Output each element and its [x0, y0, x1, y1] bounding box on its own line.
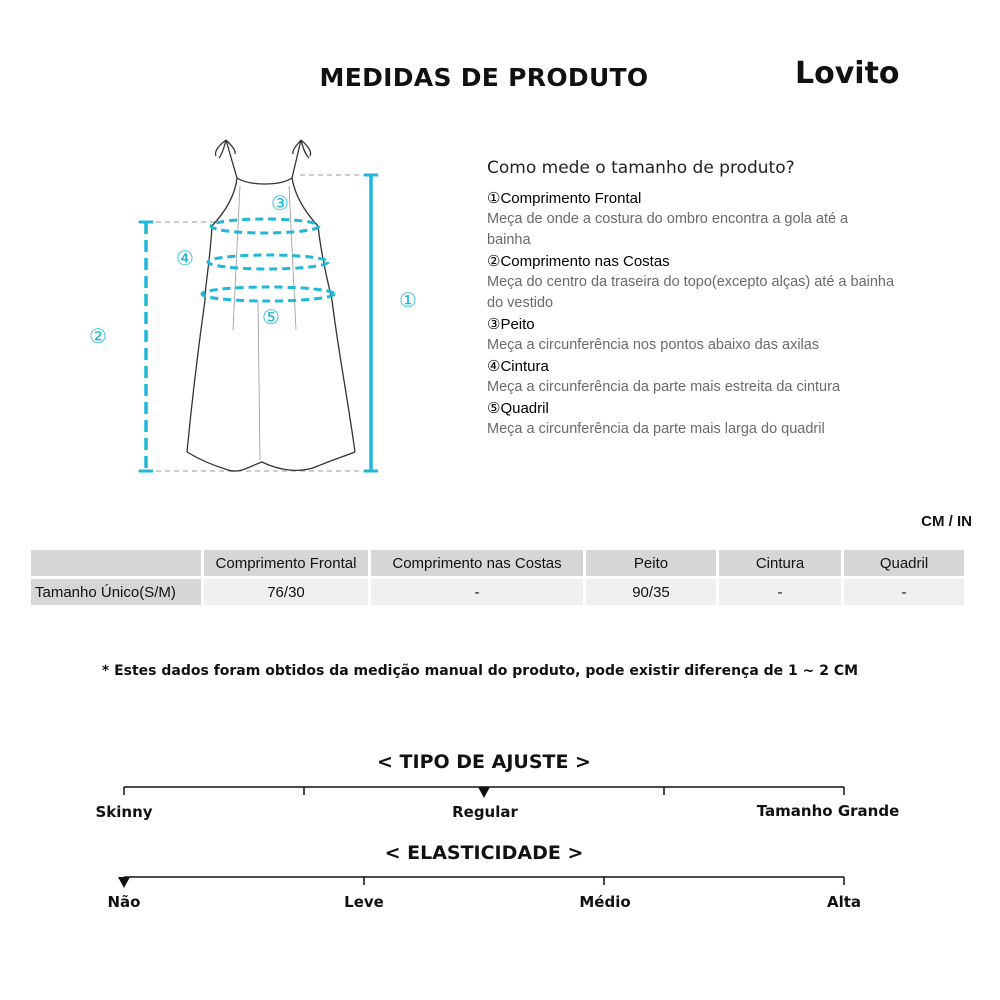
fit-label-oversize: Tamanho Grande: [756, 802, 900, 820]
measure-desc: Meça a circunferência da parte mais estreita da cintura: [487, 379, 841, 395]
waist-measure: [208, 255, 328, 269]
dress-diagram: [80, 130, 440, 490]
marker-back-length: ②: [89, 324, 107, 348]
table-header-empty: [31, 550, 201, 576]
page-title: MEDIDAS DE PRODUTO: [319, 63, 649, 92]
measure-item-waist: [487, 356, 927, 398]
marker-chest: ③: [271, 191, 289, 215]
elasticity-label-leve: Leve: [344, 893, 384, 911]
fit-pointer-icon: [478, 787, 490, 798]
size-table: [28, 547, 967, 608]
brand-logo: Lovito: [795, 56, 900, 91]
table-cell: 76/30: [204, 579, 368, 605]
measure-item-chest: [487, 314, 927, 356]
measure-desc: Meça de onde a costura do ombro encontra a gola até a: [487, 211, 849, 227]
table-cell: -: [371, 579, 583, 605]
measure-name: ⑤Quadril: [487, 400, 549, 417]
measure-item-front-length: [487, 188, 927, 251]
elasticity-pointer-icon: [118, 877, 130, 888]
measure-desc: Meça do centro da traseira do topo(excepto alças) até a bainha: [487, 274, 895, 290]
measure-desc: do vestido: [487, 295, 554, 311]
elasticity-scale: [0, 860, 1000, 896]
measure-name: ①Comprimento Frontal: [487, 190, 642, 207]
measure-name: ④Cintura: [487, 358, 549, 375]
table-header-cell: Comprimento nas Costas: [371, 550, 583, 576]
table-cell: 90/35: [586, 579, 716, 605]
measure-desc: Meça a circunferência da parte mais larga do quadril: [487, 421, 825, 437]
elasticity-label-alta: Alta: [826, 893, 862, 911]
fit-scale-title: < TIPO DE AJUSTE >: [377, 751, 591, 773]
table-header-cell: Comprimento Frontal: [204, 550, 368, 576]
measure-item-hip: [487, 398, 927, 440]
marker-hip: ⑤: [262, 305, 280, 329]
table-cell: -: [844, 579, 964, 605]
table-header-row: [31, 550, 964, 576]
table-cell: -: [719, 579, 841, 605]
table-row-size: Tamanho Único(S/M): [31, 579, 201, 605]
measure-name: ②Comprimento nas Costas: [487, 253, 670, 270]
measurement-note: * Estes dados foram obtidos da medição manual do produto, pode existir diferença de 1 ~ 2 CM: [101, 663, 859, 679]
measure-desc: Meça a circunferência nos pontos abaixo das axilas: [487, 337, 820, 353]
chest-measure: [211, 219, 319, 233]
measure-desc: bainha: [487, 232, 531, 248]
unit-label: CM / IN: [921, 513, 972, 530]
table-header-cell: Cintura: [719, 550, 841, 576]
fit-scale: [0, 770, 1000, 806]
table-header-cell: Peito: [586, 550, 716, 576]
elasticity-label-nao: Não: [107, 893, 141, 911]
table-header-cell: Quadril: [844, 550, 964, 576]
elasticity-scale-title: < ELASTICIDADE >: [384, 842, 584, 864]
fit-label-regular: Regular: [452, 803, 518, 821]
elasticity-label-medio: Médio: [579, 893, 631, 911]
measure-item-back-length: [487, 251, 927, 314]
howto-title: Como mede o tamanho de produto?: [487, 158, 795, 178]
table-row: [31, 579, 964, 605]
marker-waist: ④: [176, 246, 194, 270]
marker-front-length: ①: [399, 288, 417, 312]
fit-label-skinny: Skinny: [95, 803, 153, 821]
hip-measure: [202, 287, 334, 301]
measure-name: ③Peito: [487, 316, 535, 333]
